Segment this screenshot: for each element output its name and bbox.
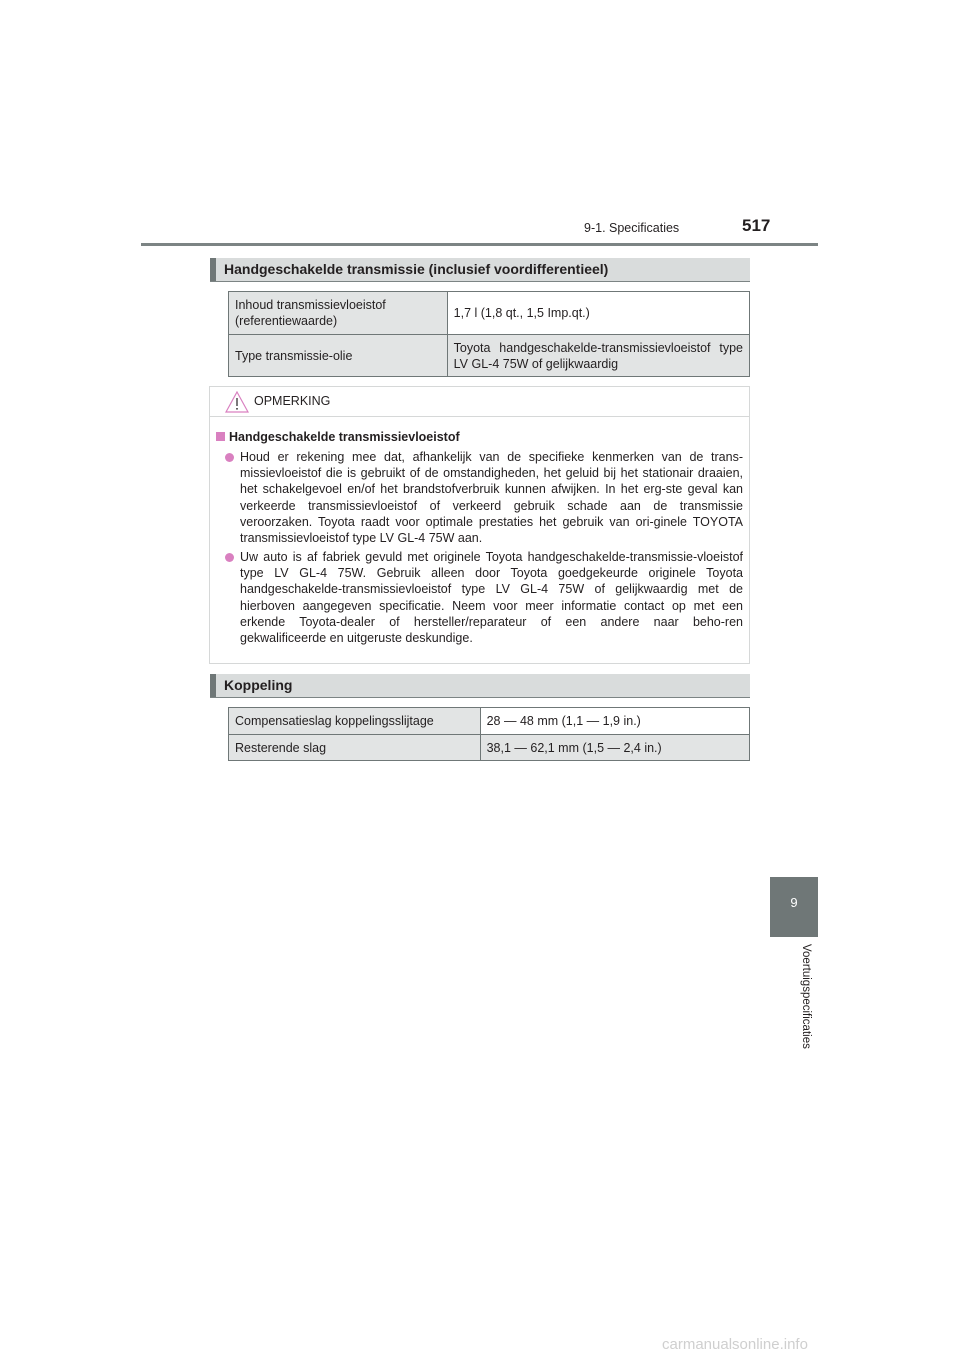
transmission-spec-table <box>228 291 750 377</box>
section-title-clutch <box>210 674 750 698</box>
circle-bullet-icon <box>225 553 234 562</box>
chapter-label: Voertuigspecificaties <box>800 944 812 1049</box>
header-rule <box>141 243 818 246</box>
spec-label: Resterende slag <box>229 735 481 761</box>
notice-bullet-text: Uw auto is af fabriek gevuld met originele Toyota handgeschakelde-transmissie-vloeistof type LV GL-4 75W. Gebruik alleen door Toyota goedgekeurde originele Toyota handgeschakelde-transmissievloeistof type LV GL-4 75W of gelijkwaardig met de hierboven aangegeven specificatie. Neem voor meer informatie contact op met een erkende Toyota-dealer of hersteller/reparateur of een andere naar beho-ren gekwalificeerde en uitgeruste deskundige. <box>240 550 743 646</box>
section-title-bar <box>210 258 216 281</box>
table-row <box>229 708 750 735</box>
page-number: 517 <box>742 216 771 235</box>
table-row <box>229 292 750 335</box>
section-title-bar <box>210 674 216 697</box>
spec-value: 1,7 l (1,8 qt., 1,5 Imp.qt.) <box>447 292 749 335</box>
table-row <box>229 335 750 377</box>
notice-label: OPMERKING <box>254 394 331 408</box>
section-title-text: Koppeling <box>224 677 293 693</box>
notice-box <box>209 386 750 664</box>
notice-bullet <box>240 549 743 646</box>
spec-value: 38,1 — 62,1 mm (1,5 — 2,4 in.) <box>480 735 749 761</box>
chapter-tab <box>770 877 818 937</box>
spec-value: Toyota handgeschakelde-transmissievloeistof type LV GL-4 75W of gelijkwaardig <box>447 335 749 377</box>
spec-label: Compensatieslag koppelingsslijtage <box>229 708 481 735</box>
clutch-spec-table <box>228 707 750 761</box>
table-row <box>229 735 750 761</box>
section-title-transmission <box>210 258 750 282</box>
chapter-number: 9 <box>790 895 798 910</box>
circle-bullet-icon <box>225 453 234 462</box>
notice-bullet-text: Houd er rekening mee dat, afhankelijk van de specifieke kenmerken van de trans-missievloeistof die is gebruikt of de omstandigheden, het geluid bij het stationair draaien, het schakelgevoel en/of het brandstofverbruik kunnen afwijken. In het erg-ste geval kan verkeerde transmissievloeistof of verkeerd gebruik schade aan de transmissie veroorzaken. Toyota raadt voor optimale prestaties het gebruik van ori-ginele TOYOTA transmissievloeistof type LV GL-4 75W aan. <box>240 450 743 546</box>
square-bullet-icon <box>216 432 225 441</box>
notice-subheading <box>216 430 460 444</box>
section-title-text: Handgeschakelde transmissie (inclusief voordifferentieel) <box>224 261 609 277</box>
spec-label: Type transmissie-olie <box>229 335 448 377</box>
warning-triangle-icon <box>225 391 249 413</box>
notice-header <box>210 387 749 417</box>
spec-value: 28 — 48 mm (1,1 — 1,9 in.) <box>480 708 749 735</box>
watermark: carmanualsonline.info <box>662 1336 808 1353</box>
notice-bullet <box>240 449 743 546</box>
notice-subheading-text: Handgeschakelde transmissievloeistof <box>229 430 460 444</box>
section-header: 9-1. Specificaties <box>584 221 680 235</box>
spec-label: Inhoud transmissievloeistof (referentiewaarde) <box>229 292 448 335</box>
